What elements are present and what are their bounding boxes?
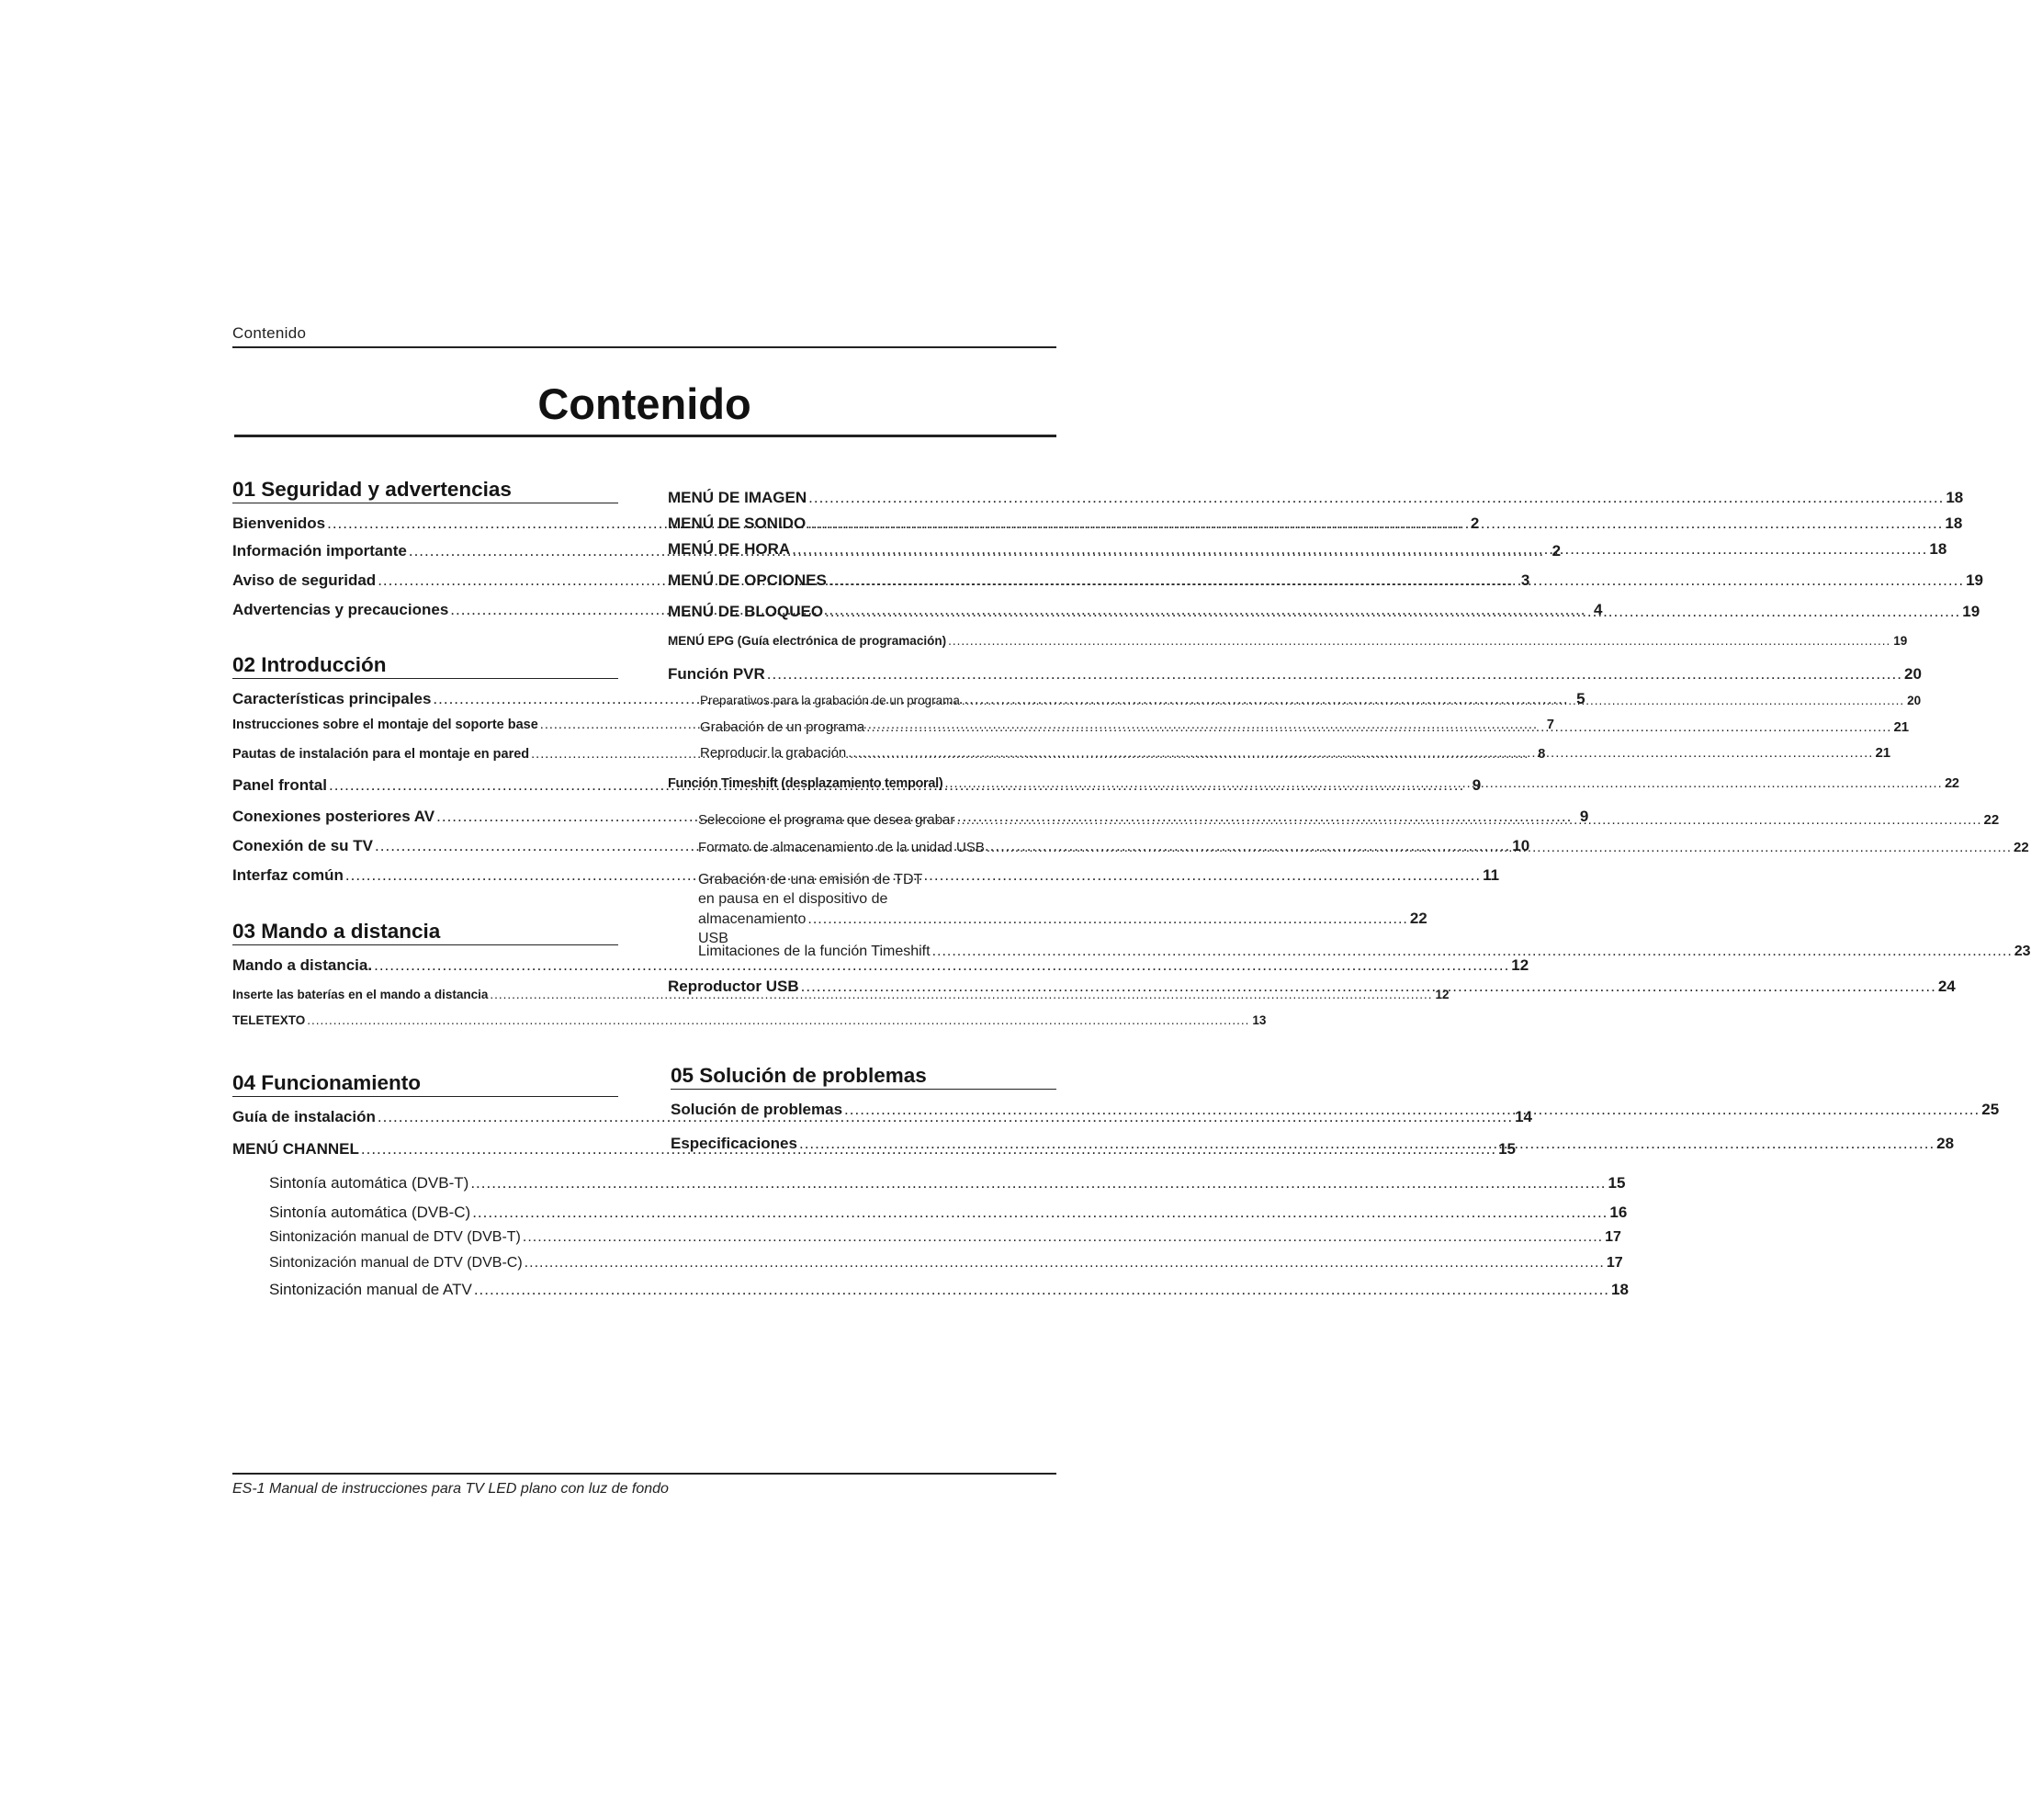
toc-entry[interactable]: Interfaz común ..... 11 <box>232 866 618 885</box>
section-heading-solucion: 05 Solución de problemas <box>671 1063 1056 1090</box>
header-divider <box>232 346 1056 348</box>
toc-subentry[interactable]: Seleccione el programa que desea grabar ..... 22 <box>698 812 1054 828</box>
toc-subentry[interactable]: Preparativos para la grabación de un programa ..... 20 <box>700 694 1054 707</box>
toc-subentry[interactable]: Reproducir la grabación ..... 21 <box>700 745 1054 761</box>
toc-entry[interactable]: Mando a distancia. ..... 12 <box>232 956 618 975</box>
toc-entry[interactable]: MENÚ EPG (Guía electrónica de programación) ..... 19 <box>668 634 1054 648</box>
toc-entry[interactable]: MENÚ CHANNEL ..... 15 <box>232 1140 618 1159</box>
toc-entry[interactable]: TELETEXTO ..... 13 <box>232 1013 618 1027</box>
toc-subentry-multiline[interactable] <box>698 870 1427 948</box>
section-heading-mando: 03 Mando a distancia <box>232 919 618 945</box>
toc-entry[interactable]: Solución de problemas ..... 25 <box>671 1101 1056 1119</box>
toc-entry[interactable]: Características principales ..... 5 <box>232 690 609 708</box>
toc-entry[interactable]: MENÚ DE IMAGEN ..... 18 <box>668 489 1054 507</box>
toc-entry[interactable]: Conexiones posteriores AV ..... 9 <box>232 808 609 826</box>
toc-entry[interactable]: Reproductor USB ..... 24 <box>668 978 1054 996</box>
toc-entry[interactable]: Bienvenidos ..... 2 <box>232 514 609 533</box>
toc-subentry[interactable]: Limitaciones de la función Timeshift ..... 23 <box>698 944 1054 960</box>
leader-dots: ........................................................................................................................ <box>807 911 1408 927</box>
toc-entry[interactable]: Guía de instalación ..... 14 <box>232 1108 618 1126</box>
toc-subentry[interactable]: Sintonía automática (DVB-T) ..... 15 <box>269 1174 618 1193</box>
toc-entry[interactable]: Conexión de su TV ..... 10 <box>232 837 618 855</box>
toc-subentry[interactable]: Sintonización manual de DTV (DVB-C) ..... 17 <box>269 1255 618 1272</box>
header-label: Contenido <box>232 324 307 342</box>
toc-entry[interactable]: Panel frontal ..... 9 <box>232 776 609 795</box>
toc-subentry[interactable]: Sintonización manual de ATV ..... 18 <box>269 1281 618 1299</box>
title-divider <box>234 435 1056 437</box>
toc-entry[interactable]: MENÚ DE OPCIONES ..... 19 <box>668 571 1054 590</box>
toc-subentry-line: Grabación de una emisión de TDT <box>698 872 923 887</box>
page-title: Contenido <box>537 379 751 428</box>
toc-subentry[interactable]: Sintonización manual de DTV (DVB-T) ..... 17 <box>269 1229 618 1246</box>
toc-entry[interactable]: Pautas de instalación para el montaje en pared ..... 8 <box>232 747 609 762</box>
toc-entry[interactable]: Función Timeshift (desplazamiento temporal) ..... 22 <box>668 776 1054 791</box>
toc-entry[interactable]: Inserte las baterías en el mando a distancia ..... 12 <box>232 988 618 1001</box>
toc-subentry[interactable]: Sintonía automática (DVB-C) ..... 16 <box>269 1204 618 1222</box>
footer-divider <box>232 1473 1056 1475</box>
toc-entry[interactable]: MENÚ DE BLOQUEO ..... 19 <box>668 603 1054 621</box>
section-heading-seguridad: 01 Seguridad y advertencias <box>232 477 618 503</box>
toc-entry[interactable]: Instrucciones sobre el montaje del soporte base ..... 7 <box>232 718 609 732</box>
toc-entry[interactable]: Información importante ..... 2 <box>232 542 609 560</box>
toc-subentry[interactable]: Grabación de un programa ..... 21 <box>700 719 1054 735</box>
toc-entry[interactable]: MENÚ DE SONIDO ..... 18 <box>668 514 1054 533</box>
toc-entry[interactable]: MENÚ DE HORA ..... 18 <box>668 540 1054 559</box>
footer-text: ES-1 Manual de instrucciones para TV LED plano con luz de fondo <box>232 1481 669 1497</box>
section-heading-funcionamiento: 04 Funcionamiento <box>232 1070 618 1097</box>
toc-entry[interactable]: Advertencias y precauciones ..... 4 <box>232 601 609 619</box>
toc-subentry-lastline: almacenamiento USB ........................................................................................................................ 22 <box>698 910 1427 946</box>
toc-subentry-line: en pausa en el dispositivo de <box>698 891 888 907</box>
toc-subentry[interactable]: Formato de almacenamiento de la unidad USB ..... 22 <box>698 840 1054 855</box>
toc-entry[interactable]: Aviso de seguridad ..... 3 <box>232 571 609 590</box>
section-heading-introduccion: 02 Introducción <box>232 652 618 679</box>
toc-entry[interactable]: Especificaciones ..... 28 <box>671 1135 1056 1153</box>
toc-entry[interactable]: Función PVR ..... 20 <box>668 665 1054 684</box>
